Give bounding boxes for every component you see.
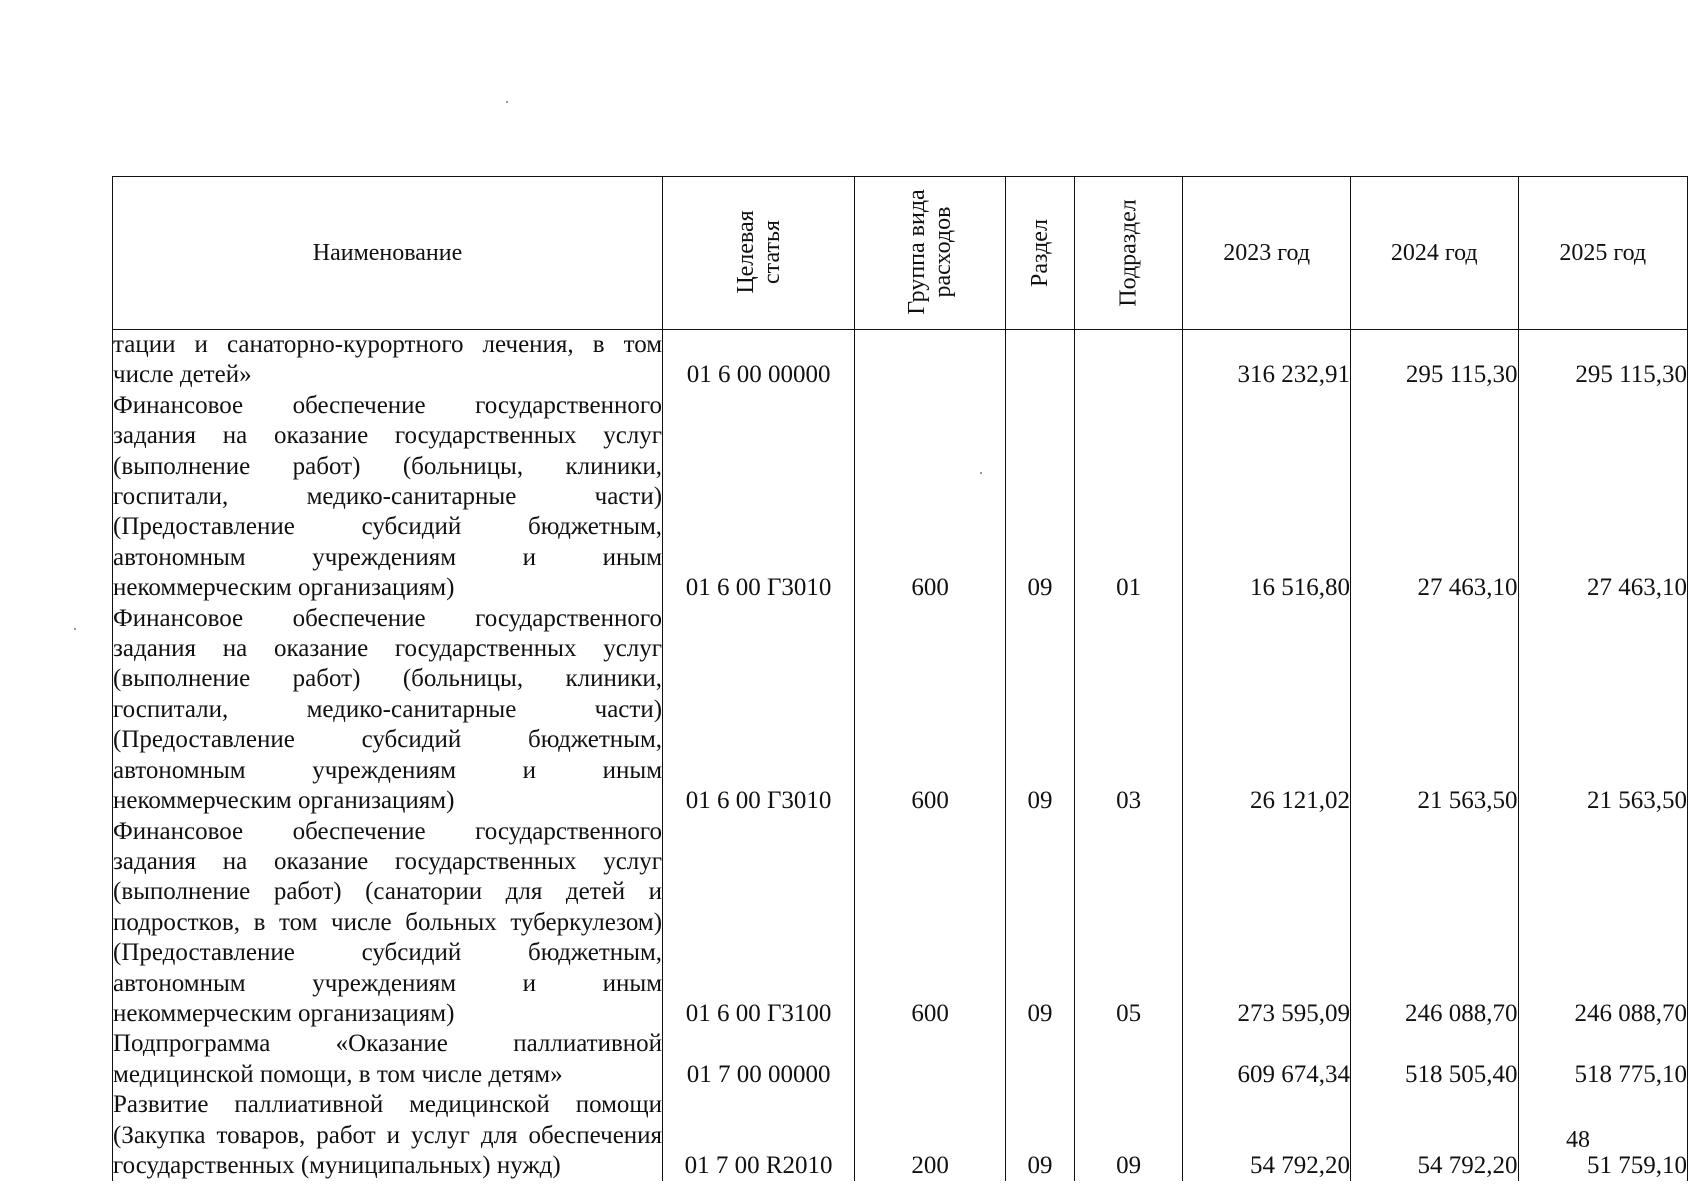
row-expense-group: [855, 1029, 1006, 1090]
row-2023: 54 792,20: [1183, 1090, 1351, 1181]
row-expense-group: 600: [855, 391, 1006, 604]
row-2025: 27 463,10: [1518, 391, 1688, 604]
row-subsection: 03: [1074, 604, 1182, 817]
row-2023: 609 674,34: [1183, 1029, 1351, 1090]
row-2024: 295 115,30: [1350, 330, 1518, 391]
row-name: Финансовое обеспечение государственного задания на оказание государственных услуг (выполнение работ) (больницы, клиники, госпитали, медико-санитарные части) (Предоставление субсидий бюджетным, автономным учреждениям и иным некоммерческим организациям): [113, 391, 663, 604]
row-2024: 518 505,40: [1350, 1029, 1518, 1090]
row-name: Финансовое обеспечение государственного задания на оказание государственных услуг (выполнение работ) (санатории для детей и подростков, в том числе больных туберкулезом) (Предоставление субсидий бюджетным, автономным учреждениям и иным некоммерческим организациям): [113, 817, 663, 1030]
table-row: [113, 817, 1688, 1030]
row-target-article: 01 6 00 Г3010: [663, 604, 855, 817]
row-name: Подпрограмма «Оказание паллиативной медицинской помощи, в том числе детям»: [113, 1029, 663, 1090]
row-name: тации и санаторно-курортного лечения, в том числе детей»: [113, 330, 663, 391]
table-header-row: [113, 177, 1688, 330]
header-2025: 2025 год: [1518, 177, 1688, 330]
row-target-article: 01 7 00 00000: [663, 1029, 855, 1090]
table-row: [113, 1029, 1688, 1090]
header-2023: 2023 год: [1183, 177, 1351, 330]
scan-speck: [506, 101, 508, 103]
row-2024: 54 792,20: [1350, 1090, 1518, 1181]
row-2023: 26 121,02: [1183, 604, 1351, 817]
table-row: [113, 604, 1688, 817]
row-2023: 316 232,91: [1183, 330, 1351, 391]
row-subsection: 01: [1074, 391, 1182, 604]
row-section: 09: [1006, 391, 1075, 604]
header-subsection: Подраздел: [1074, 177, 1182, 330]
table-row: [113, 330, 1688, 391]
row-target-article: 01 6 00 Г3010: [663, 391, 855, 604]
row-2023: 16 516,80: [1183, 391, 1351, 604]
row-subsection: [1074, 330, 1182, 391]
row-expense-group: 200: [855, 1090, 1006, 1181]
header-target-article: Целевая статья: [663, 177, 855, 330]
row-2025: 518 775,10: [1518, 1029, 1688, 1090]
row-section: [1006, 330, 1075, 391]
row-2025: 295 115,30: [1518, 330, 1688, 391]
row-subsection: [1074, 1029, 1182, 1090]
row-expense-group: [855, 330, 1006, 391]
row-expense-group: 600: [855, 604, 1006, 817]
row-section: [1006, 1029, 1075, 1090]
scan-speck: [74, 628, 76, 630]
table-row: [113, 1090, 1688, 1181]
header-name: Наименование: [113, 177, 663, 330]
row-2023: 273 595,09: [1183, 817, 1351, 1030]
row-2025: 21 563,50: [1518, 604, 1688, 817]
row-2024: 27 463,10: [1350, 391, 1518, 604]
row-expense-group: 600: [855, 817, 1006, 1030]
row-name: Развитие паллиативной медицинской помощи (Закупка товаров, работ и услуг для обеспечения государственных (муниципальных) нужд): [113, 1090, 663, 1181]
header-expense-group: Группа вида расходов: [855, 177, 1006, 330]
table-row: [113, 391, 1688, 604]
row-2024: 246 088,70: [1350, 817, 1518, 1030]
row-section: 09: [1006, 817, 1075, 1030]
row-section: 09: [1006, 604, 1075, 817]
row-section: 09: [1006, 1090, 1075, 1181]
header-section: Раздел: [1006, 177, 1075, 330]
row-subsection: 09: [1074, 1090, 1182, 1181]
row-subsection: 05: [1074, 817, 1182, 1030]
row-target-article: 01 6 00 00000: [663, 330, 855, 391]
row-2025: 51 759,10: [1518, 1090, 1688, 1181]
budget-table: [112, 176, 1688, 1181]
row-2025: 246 088,70: [1518, 817, 1688, 1030]
page-number: 48: [1566, 1127, 1590, 1153]
row-target-article: 01 6 00 Г3100: [663, 817, 855, 1030]
row-2024: 21 563,50: [1350, 604, 1518, 817]
header-2024: 2024 год: [1350, 177, 1518, 330]
row-name: Финансовое обеспечение государственного задания на оказание государственных услуг (выполнение работ) (больницы, клиники, госпитали, медико-санитарные части) (Предоставление субсидий бюджетным, автономным учреждениям и иным некоммерческим организациям): [113, 604, 663, 817]
row-target-article: 01 7 00 R2010: [663, 1090, 855, 1181]
